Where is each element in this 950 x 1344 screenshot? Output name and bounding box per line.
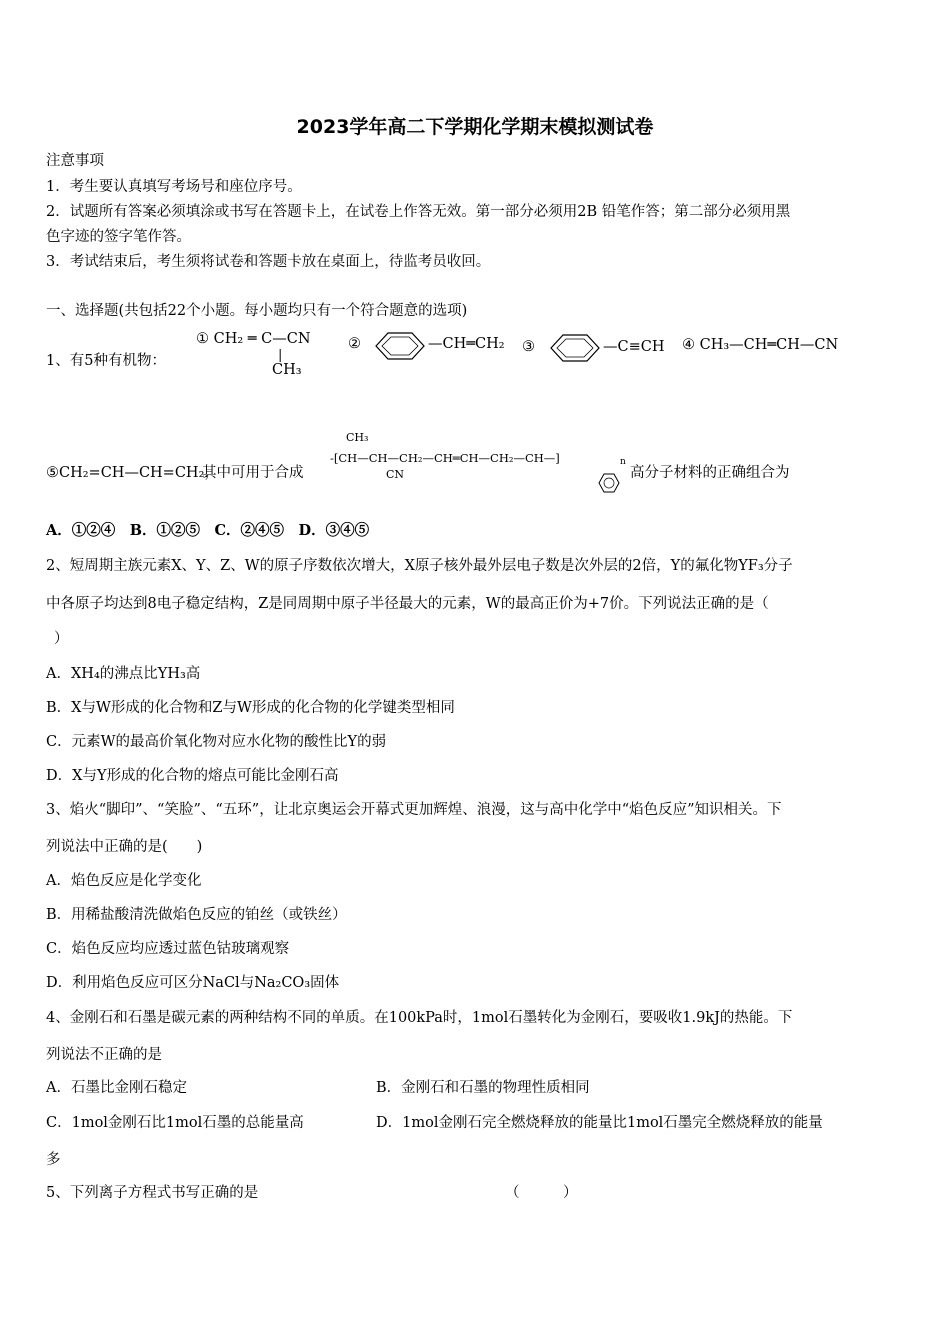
molecule-4-formula: CH₃—CH═CH—CN (699, 337, 839, 353)
molecule-4 (682, 337, 838, 353)
q4-option-a: A．石墨比金刚石稳定 (46, 1080, 187, 1096)
q4-stem-1: 4、金刚石和石墨是碳元素的两种结构不同的单质。在100kPa时，1mol石墨转化为金刚石，要吸收1.9kJ的热能。下 (46, 1010, 793, 1026)
molecule-1-b: C (261, 331, 273, 347)
polymer-methyl: CH₃ (346, 431, 369, 444)
q1-options: A．①②④ B．①②⑤ C．②④⑤ D．③④⑤ (46, 522, 370, 539)
polymer-n: n (620, 457, 626, 467)
molecule-3-num: ③ (522, 339, 535, 355)
molecule-1-c: —CN (272, 331, 311, 347)
polymer-main-chain: -[CH—CH—CH₂—CH═CH—CH₂—CH—] (330, 451, 560, 465)
q2-option-c: C．元素W的最高价氧化物对应水化物的酸性比Y的弱 (46, 734, 387, 750)
q2-option-d: D．X与Y形成的化合物的熔点可能比金刚石高 (46, 768, 339, 784)
q2-stem-2: 中各原子均达到8电子稳定结构，Z是同周期中原子半径最大的元素，W的最高正价为+7价。下列说法正确的是（ (46, 596, 769, 612)
q1-stem: 1、有5种有机物： (46, 353, 166, 369)
molecule-1-bond: ═ (247, 331, 257, 347)
benzene-ring-icon (545, 332, 605, 364)
q4-stem-2: 列说法不正确的是 (46, 1047, 162, 1063)
molecule-4-num: ④ (682, 337, 695, 353)
q3-option-c: C．焰色反应均应透过蓝色钴玻璃观察 (46, 941, 290, 957)
q4-option-d: D．1mol金刚石完全燃烧释放的能量比1mol石墨完全燃烧释放的能量 (376, 1115, 823, 1131)
section-heading: 一、选择题(共包括22个小题。每小题均只有一个符合题意的选项) (46, 303, 468, 319)
molecule-1 (196, 331, 311, 347)
molecule-2-chain: —CH═CH₂ (428, 336, 505, 352)
molecule-1-num: ① (196, 331, 209, 347)
molecule-1-sub: CH₃ (272, 362, 302, 378)
polymer-cyano: CN (386, 468, 405, 481)
q3-stem-2: 列说法中正确的是( ) (46, 839, 203, 855)
q4-option-d-cont: 多 (46, 1152, 61, 1168)
molecule-1-a: CH₂ (213, 331, 244, 347)
molecule-5: ⑤CH₂=CH—CH=CH₂， (46, 465, 219, 481)
notice-item-3: 3．考试结束后，考生须将试卷和答题卡放在桌面上，待监考员收回。 (46, 254, 491, 270)
benzene-ring-icon (370, 330, 430, 362)
q5-stem: 5、下列离子方程式书写正确的是 (46, 1185, 259, 1201)
molecule-1-branch-bond: | (278, 348, 283, 363)
notice-heading: 注意事项 (46, 153, 104, 169)
exam-title: 2023学年高二下学期化学期末模拟测试卷 (296, 116, 654, 138)
polymer-benzene-icon (596, 471, 622, 495)
q2-stem-1: 2、短周期主族元素X、Y、Z、W的原子序数依次增大，X原子核外最外层电子数是次外层的2倍，Y的氟化物YF₃分子 (46, 558, 793, 574)
notice-item-2-cont: 色字迹的签字笔作答。 (46, 229, 191, 245)
molecule-2-num: ② (348, 336, 361, 352)
q3-option-d: D．利用焰色反应可区分NaCl与Na₂CO₃固体 (46, 975, 340, 991)
q4-option-c: C．1mol金刚石比1mol石墨的总能量高 (46, 1115, 304, 1131)
q2-stem-3: ） (54, 631, 69, 647)
q2-option-a: A．XH₄的沸点比YH₃高 (46, 666, 201, 682)
q4-option-b: B．金刚石和石墨的物理性质相同 (376, 1080, 590, 1096)
q3-option-b: B．用稀盐酸清洗做焰色反应的铂丝（或铁丝） (46, 907, 347, 923)
molecule-3-chain: —C≡CH (603, 339, 665, 355)
q1-mid-text: 其中可用于合成 (202, 465, 304, 481)
q1-tail-text: 高分子材料的正确组合为 (630, 465, 790, 481)
notice-item-2: 2．试题所有答案必须填涂或书写在答题卡上，在试卷上作答无效。第一部分必须用2B 铅笔作答；第二部分必须用黑 (46, 204, 791, 220)
notice-item-1: 1．考生要认真填写考场号和座位序号。 (46, 179, 302, 195)
q3-stem-1: 3、焰火“脚印”、“笑脸”、“五环”，让北京奥运会开幕式更加辉煌、浪漫，这与高中化学中“焰色反应”知识相关。下 (46, 802, 782, 818)
q5-answer-paren: （ ） (505, 1185, 578, 1201)
q3-option-a: A．焰色反应是化学变化 (46, 873, 202, 889)
q2-option-b: B．X与W形成的化合物和Z与W形成的化合物的化学键类型相同 (46, 700, 455, 716)
